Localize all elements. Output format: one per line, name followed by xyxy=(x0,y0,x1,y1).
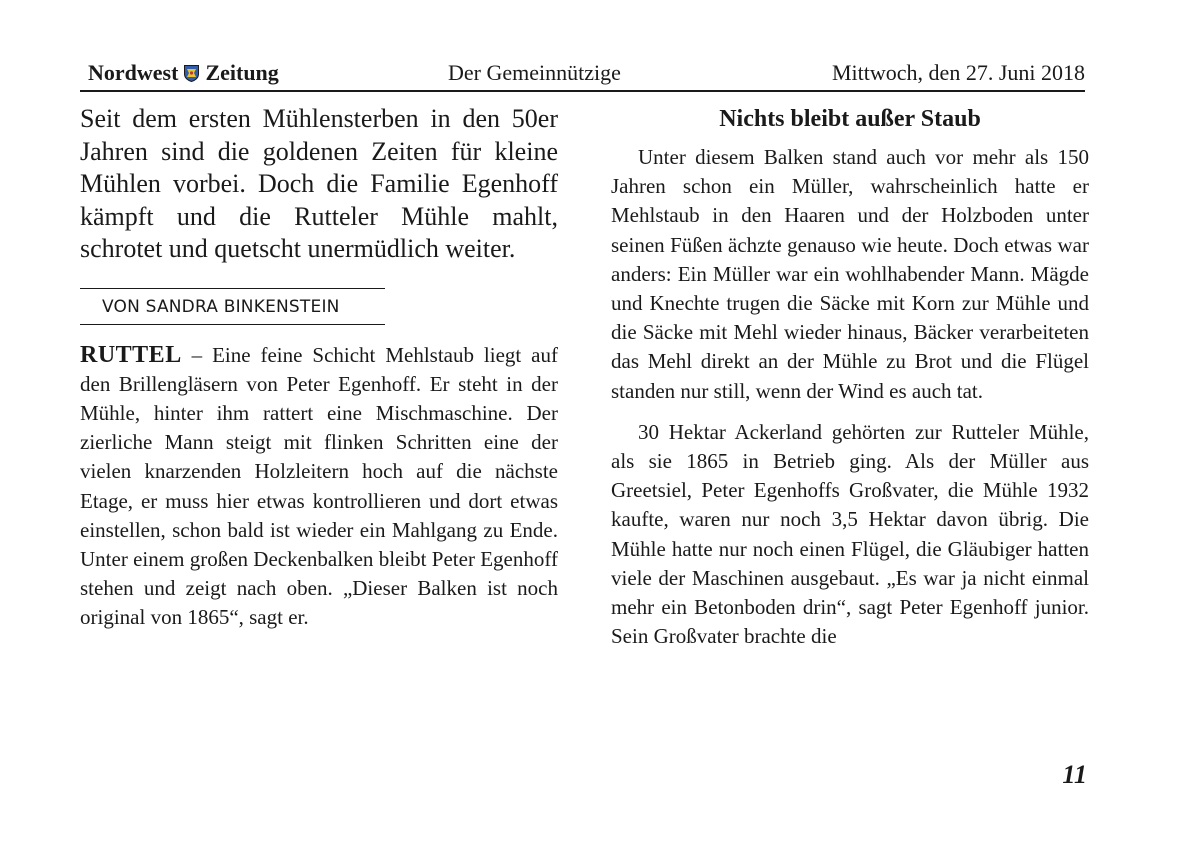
byline: VON SANDRA BINKENSTEIN xyxy=(80,288,385,325)
page-number: 11 xyxy=(1062,760,1087,789)
subheading: Nichts bleibt außer Staub xyxy=(719,106,981,132)
dateline-separator: – xyxy=(181,342,213,367)
article-lead: Seit dem ersten Mühlensterben in den 50er Jahren sind die goldenen Zeiten für kleine Mühlen vorbei. Doch die Familie Egenhoff kämpft und die Rutteler Mühle mahlt, schrotet und quetscht unermüdlich weiter. xyxy=(80,104,558,263)
masthead-left: Nordwest xyxy=(88,60,179,85)
article-body-right-paragraph-1: Unter diesem Balken stand auch vor mehr als 150 Jahren schon ein Müller, wahrscheinlich hatte er Mehlstaub in den Haaren und der Holzboden unter seinen Füßen ächzte genauso wie heute. Doch etwas war anders: Ein Müller war ein wohlhabender Mann. Mägde und Knechte trugen die Säcke mit Korn zur Mühle und die Säcke mit Mehl wieder hinaus, Bäcker verarbeiteten das Mehl direkt an der Mühle zu Brot und die Flügel standen nur still, wenn der Wind es auch tat. xyxy=(611,145,1089,403)
right-column xyxy=(611,103,1089,651)
left-column xyxy=(80,103,558,633)
issue-date: Mittwoch, den 27. Juni 2018 xyxy=(832,60,1085,85)
article-body-left xyxy=(80,341,558,633)
article-body-right-paragraph-2: 30 Hektar Ackerland gehörten zur Rutteler Mühle, als sie 1865 in Betrieb ging. Als der Müller aus Greetsiel, Peter Egenhoffs Großvater, die Mühle 1932 kaufte, waren nur noch 3,5 Hektar davon übrig. Die Mühle hatte nur noch einen Flügel, die Gläubiger hatten viele der Maschinen ausgebaut. „Es war ja nicht einmal mehr ein Betonboden drin“, sagt Peter Egenhoff junior. Sein Großvater brachte die xyxy=(611,419,1089,649)
masthead-right: Zeitung xyxy=(205,60,279,85)
body-left-text: Eine feine Schicht Mehlstaub liegt auf den Brillengläsern von Peter Egenhoff. Er steht in der Mühle, hinter ihm rattert eine Mischmaschine. Der zierliche Mann steigt mit flinken Schritten eine der vielen knarzenden Holzleitern hoch auf die nächste Etage, er muss hier etwas kontrollieren und dort etwas einstellen, schon bald ist wieder ein Mahlgang zu Ende. Unter einem großen Deckenbalken bleibt Peter Egenhoff stehen und zeigt nach oben. „Dieser Balken ist noch original von 1865“, sagt er. xyxy=(80,342,558,630)
page-header xyxy=(80,56,1085,92)
dateline: RUTTEL xyxy=(80,341,182,368)
masthead xyxy=(88,60,279,86)
section-name: Der Gemeinnützige xyxy=(448,60,621,85)
coat-of-arms-icon xyxy=(184,65,199,82)
